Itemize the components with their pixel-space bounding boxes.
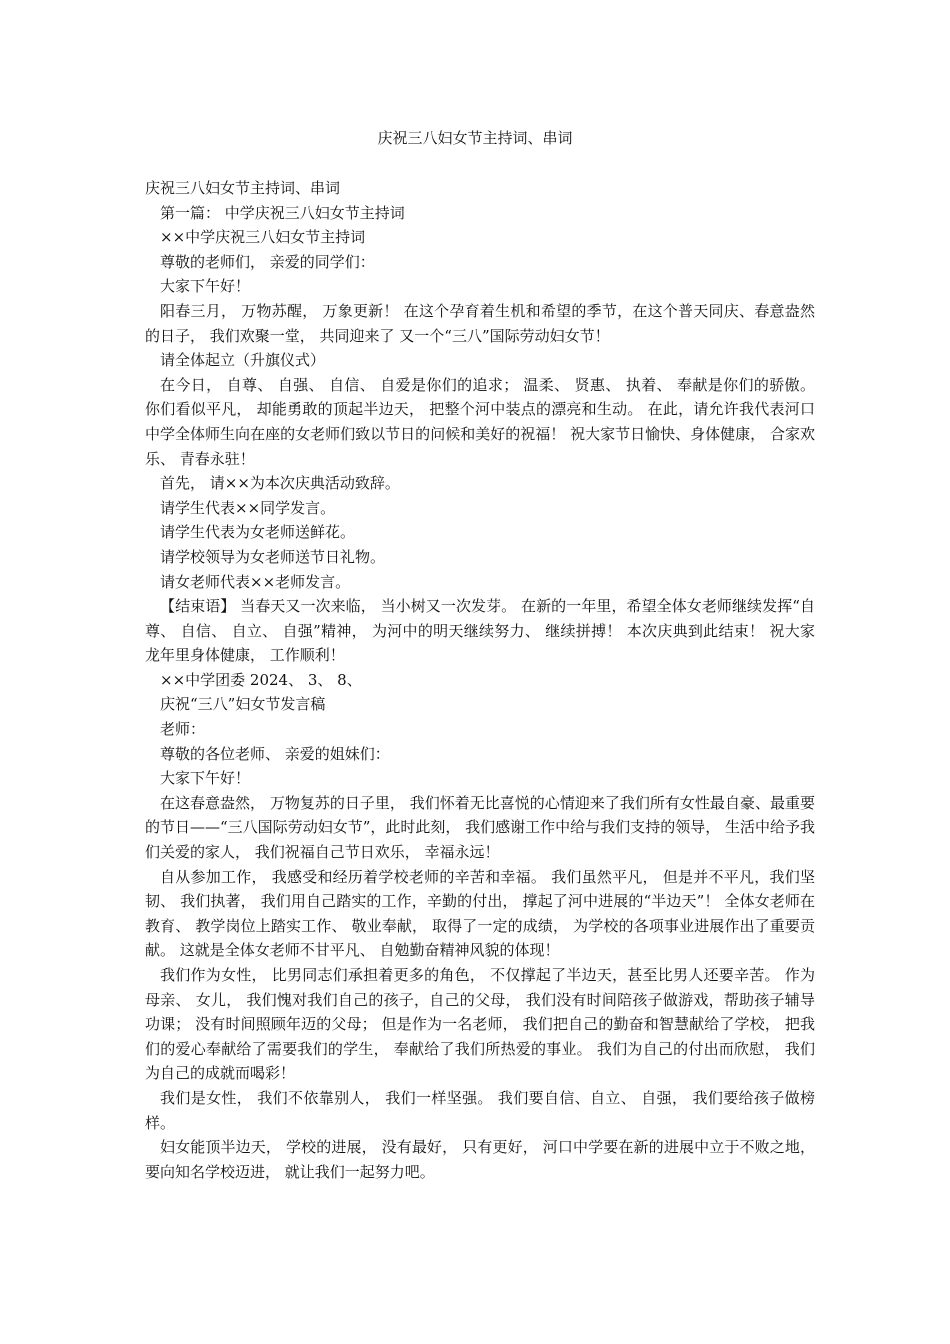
paragraph: 第一篇： 中学庆祝三八妇女节主持词 xyxy=(160,203,405,222)
paragraph: 大家下午好！ xyxy=(160,769,251,788)
paragraph: 自从参加工作， 我感受和经历着学校老师的辛苦和幸福。 我们虽然平凡， 但是并不平凡，我们坚韧、 我们执著， 我们用自己踏实的工作，辛勤的付出， 撑起了河中进展的“半边天”！ 全体女老师在教育、 教学岗位上踏实工作、 敬业奉献， 取得了一定的成绩， 为学校的各项事业进展作出了重要贡献。 这就是全体女老师不甘平凡、 自勉勤奋精神风貌的体现！ xyxy=(145,867,815,960)
paragraph: 阳春三月， 万物苏醒， 万象更新！ 在这个孕育着生机和希望的季节，在这个普天同庆、春意盎然的日子， 我们欢聚一堂， 共同迎来了 又一个“三八”国际劳动妇女节！ xyxy=(145,301,815,345)
paragraph: 尊敬的各位老师、 亲爱的姐妹们： xyxy=(160,744,390,763)
paragraph: 请全体起立（升旗仪式） xyxy=(160,351,326,370)
paragraph: 请学生代表××同学发言。 xyxy=(160,498,336,517)
paragraph: 庆祝三八妇女节主持词、串词 xyxy=(145,179,341,197)
paragraph: 在这春意盎然， 万物复苏的日子里， 我们怀着无比喜悦的心情迎来了我们所有女性最自豪、最重要的节日——“三八国际劳动妇女节”，此时此刻， 我们感谢工作中给与我们支持的领导， 生活中给予我们关爱的家人， 我们祝福自己节日欢乐， 幸福永远！ xyxy=(145,793,815,862)
paragraph: 首先， 请××为本次庆典活动致辞。 xyxy=(160,474,400,493)
paragraph: 庆祝“三八”妇女节发言稿 xyxy=(160,695,326,714)
paragraph: 老师： xyxy=(160,720,206,739)
paragraph: 请女老师代表××老师发言。 xyxy=(160,572,351,591)
document-title: 庆祝三八妇女节主持词、串词 xyxy=(377,129,573,147)
paragraph: 我们是女性， 我们不依靠别人， 我们一样坚强。 我们要自信、自立、 自强， 我们要给孩子做榜样。 xyxy=(145,1088,815,1132)
paragraph: ××中学庆祝三八妇女节主持词 xyxy=(160,228,366,247)
paragraph: 大家下午好！ xyxy=(160,277,251,296)
paragraph: 妇女能顶半边天， 学校的进展， 没有最好， 只有更好， 河口中学要在新的进展中立于不败之地， 要向知名学校迈进， 就让我们一起努力吧。 xyxy=(145,1138,815,1181)
paragraph: 我们作为女性， 比男同志们承担着更多的角色， 不仅撑起了半边天，甚至比男人还要辛苦。 作为母亲、 女儿， 我们愧对我们自己的孩子，自己的父母， 我们没有时间陪孩子做游戏，帮助孩子辅导功课； 没有时间照顾年迈的父母； 但是作为一名老师， 我们把自己的勤奋和智慧献给了学校， 把我们的爱心奉献给了需要我们的学生， 奉献给了我们所热爱的事业。 我们为自己的付出而欣慰， 我们为自己的成就而喝彩！ xyxy=(145,966,815,1083)
paragraph: 【结束语】 当春天又一次来临， 当小树又一次发芽。 在新的一年里，希望全体女老师继续发挥“自尊、 自信、 自立、 自强”精神， 为河中的明天继续努力、 继续拼搏！ 本次庆典到此结束！ 祝大家龙年里身体健康， 工作顺利！ xyxy=(145,597,815,665)
paragraph: 请学校领导为女老师送节日礼物。 xyxy=(160,547,386,566)
paragraph: 请学生代表为女老师送鲜花。 xyxy=(160,523,356,542)
paragraph: ××中学团委 2024、 3、 8、 xyxy=(160,670,362,689)
paragraph: 在今日， 自尊、 自强、 自信、 自爱是你们的追求； 温柔、 贤惠、 执着、 奉献是你们的骄傲。 你们看似平凡， 却能勇敢的顶起半边天， 把整个河中装点的漂亮和生动。 在此，请允许我代表河口中学全体师生向在座的女老师们致以节日的问候和美好的祝福！ 祝大家节日愉快、身体健康， 合家欢乐、 青春永驻！ xyxy=(145,375,815,468)
document-body xyxy=(145,176,815,1184)
paragraph: 尊敬的老师们， 亲爱的同学们： xyxy=(160,252,375,271)
